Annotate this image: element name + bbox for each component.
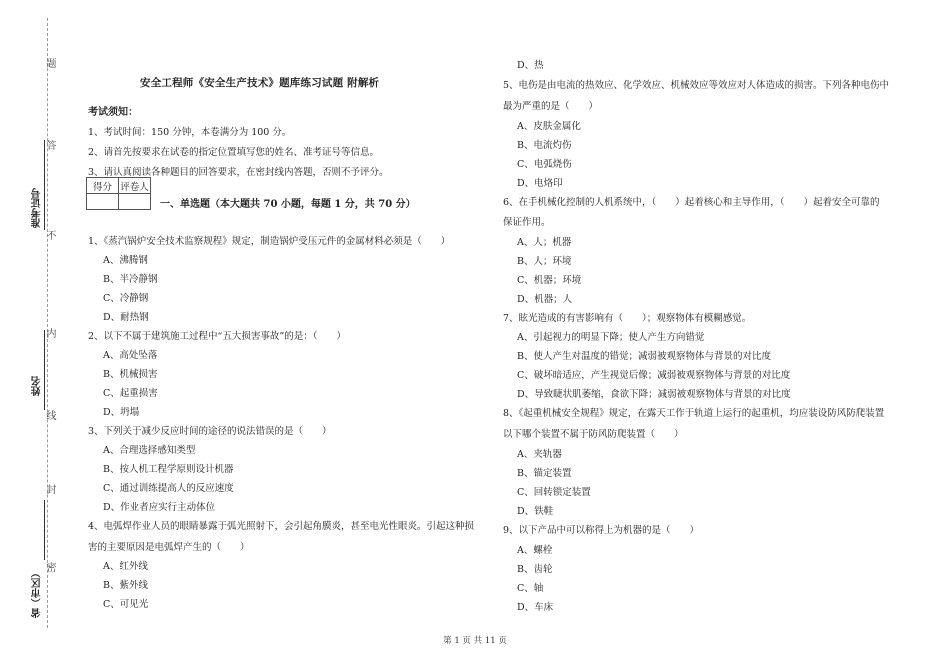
question-line: 6、在手机械化控制的人机系统中，（ ）起着核心和主导作用，（ ）起着安全可靠的 (503, 197, 880, 208)
question-line: 5、电伤是由电流的热效应、化学效应、机械效应等效应对人体造成的损害。下列各种电伤中 (503, 80, 890, 91)
option-line: D、铁鞋 (517, 506, 554, 517)
label-admission-number: 准考证号 (32, 188, 43, 228)
option-line: B、齿轮 (517, 564, 553, 575)
question-line: 7、眩光造成的有害影响有（ ）；观察物体有模糊感觉。 (503, 313, 752, 324)
question-line: 害的主要原因是电弧焊产生的（ ） (88, 542, 250, 553)
option-line: B、按人机工程学原则设计机器 (103, 464, 234, 475)
option-line: B、锚定装置 (517, 468, 572, 479)
seal-line (47, 18, 48, 628)
question-line: 1、《蒸汽锅炉安全技术监察规程》规定，制造锅炉受压元件的金属材料必须是（ ） (88, 236, 451, 247)
grader-cell: 评卷人 (119, 178, 151, 194)
question-line: 以下哪个装置不属于防风防爬装置（ ） (503, 429, 684, 440)
option-line: C、可见光 (103, 599, 149, 610)
section-title: 一、单选题（本大题共 70 小题，每题 1 分，共 70 分） (160, 199, 416, 210)
option-line: D、坍塌 (103, 407, 140, 418)
option-line: C、通过训练提高人的反应速度 (103, 483, 234, 494)
option-line: C、机器；环境 (517, 275, 582, 286)
seal-char: 封 (44, 484, 55, 494)
option-line: C、冷静钢 (103, 293, 149, 304)
notice-heading: 考试须知： (88, 107, 138, 118)
seal-char: 内 (44, 328, 55, 338)
seal-char: 题 (44, 58, 55, 68)
binding-margin (0, 0, 60, 671)
question-line: 4、电弧焊作业人员的眼睛暴露于弧光照射下，会引起角膜炎，甚至电光性眼炎。引起这种损 (88, 521, 475, 532)
option-line: D、耐热钢 (103, 312, 149, 323)
option-line: C、电弧烧伤 (517, 159, 572, 170)
option-line: A、合理选择感知类型 (103, 445, 196, 456)
option-line: A、高处坠落 (103, 350, 158, 361)
option-line: B、使人产生对温度的错觉；减弱被观察物体与背景的对比度 (517, 351, 771, 362)
seal-char: 线 (44, 410, 55, 420)
option-line: D、热 (517, 60, 544, 71)
score-input-cell[interactable] (87, 194, 119, 210)
option-line: D、导致睫状肌萎缩，食欲下降；减弱被观察物体与背景的对比度 (517, 389, 791, 400)
option-line: B、人；环境 (517, 256, 572, 267)
option-line: A、引起视力的明显下降；使人产生方向错觉 (517, 332, 705, 343)
option-line: A、红外线 (103, 561, 148, 572)
page-title: 安全工程师《安全生产技术》题库练习试题 附解析 (140, 77, 380, 89)
notice-item: 2、请首先按要求在试卷的指定位置填写您的姓名、准考证号等信息。 (88, 147, 380, 158)
option-line: D、作业者应实行主动体位 (103, 502, 216, 513)
seal-char: 密 (44, 562, 55, 572)
option-line: B、半冷静钢 (103, 274, 158, 285)
score-table (86, 177, 151, 210)
seal-char: 答 (44, 140, 55, 150)
question-line: 9、以下产品中可以称得上为机器的是（ ） (503, 525, 700, 536)
option-line: A、皮肤金属化 (517, 121, 581, 132)
name-line (44, 330, 45, 410)
question-line: 最为严重的是（ ） (503, 101, 599, 112)
option-line: B、紫外线 (103, 580, 148, 591)
question-line: 8、《起重机械安全规程》规定，在露天工作于轨道上运行的起重机，均应装设防风防爬装置 (503, 408, 885, 419)
option-line: B、机械损害 (103, 369, 158, 380)
page-footer: 第 1 页 共 11 页 (443, 636, 507, 646)
label-name: 姓名 (32, 376, 43, 396)
option-line: A、夹轨器 (517, 449, 562, 460)
grader-input-cell[interactable] (119, 194, 151, 210)
score-cell: 得分 (87, 178, 119, 194)
option-line: A、沸腾钢 (103, 255, 148, 266)
option-line: D、电烙印 (517, 178, 563, 189)
question-line: 2、以下不属于建筑施工过程中“五大损害事故”的是：（ ） (88, 331, 347, 342)
seal-char: 不 (44, 230, 55, 240)
option-line: C、破坏暗适应，产生视觉后像；减弱被观察物体与背景的对比度 (517, 370, 791, 381)
option-line: D、车床 (517, 602, 554, 613)
option-line: B、电流灼伤 (517, 140, 572, 151)
option-line: A、人；机器 (517, 237, 572, 248)
question-line: 保证作用。 (503, 217, 551, 228)
notice-item: 3、请认真阅读各种题目的回答要求，在密封线内答题，否则不予评分。 (88, 167, 389, 178)
notice-item: 1、考试时间：150 分钟，本卷满分为 100 分。 (88, 127, 292, 138)
option-line: A、螺栓 (517, 545, 553, 556)
admission-number-line (44, 140, 45, 230)
option-line: C、轴 (517, 583, 544, 594)
option-line: D、机器；人 (517, 294, 573, 305)
option-line: C、回转锁定装置 (517, 487, 591, 498)
question-line: 3、下列关于减少反应时间的途径的说法错误的是（ ） (88, 426, 332, 437)
province-line (44, 500, 45, 560)
label-province: 省（市区） (32, 568, 43, 618)
option-line: C、起重损害 (103, 388, 158, 399)
